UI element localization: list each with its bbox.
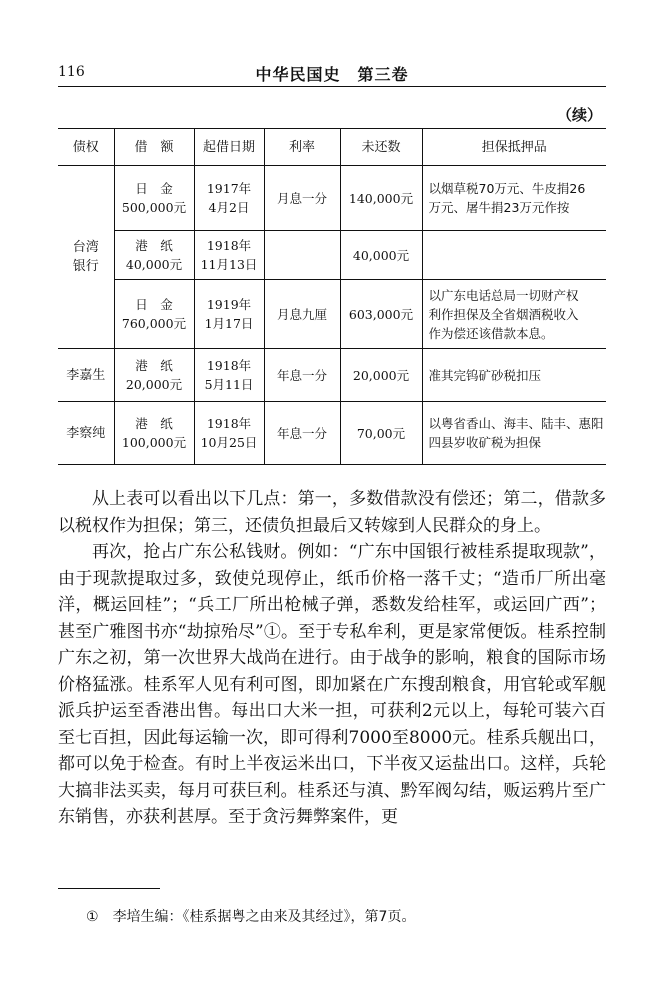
cell-line: 银行 bbox=[72, 259, 99, 274]
cell-line: 40,000元 bbox=[125, 257, 183, 272]
body-text bbox=[58, 486, 606, 831]
cell-line: 1918年 bbox=[206, 238, 252, 253]
collateral-cell bbox=[422, 402, 606, 465]
outstanding-cell: 70,00元 bbox=[340, 402, 422, 465]
outstanding-cell: 20,000元 bbox=[340, 349, 422, 402]
cell-line: 1918年 bbox=[206, 358, 252, 373]
collateral-cell bbox=[422, 166, 606, 231]
amount-cell bbox=[114, 402, 194, 465]
collateral-cell bbox=[422, 280, 606, 349]
date-cell bbox=[194, 280, 264, 349]
paragraph: 从上表可以看出以下几点：第一，多数借款没有偿还；第二，借款多以税权作为担保；第三，还债负担最后又转嫁到人民群众的身上。 bbox=[58, 489, 606, 536]
running-title: 中华民国史 第三卷 bbox=[255, 65, 409, 84]
column-header: 借 额 bbox=[114, 129, 194, 166]
cell-line: 以广东电话总局一切财产权 bbox=[428, 287, 579, 303]
cell-line: 10月25日 bbox=[200, 435, 258, 450]
cell-line: 港 纸 bbox=[135, 238, 173, 253]
cell-line: 李嘉生 bbox=[66, 367, 106, 383]
cell-line: 500,000元 bbox=[121, 200, 187, 215]
date-cell bbox=[194, 231, 264, 280]
amount-cell bbox=[114, 166, 194, 231]
creditor-cell bbox=[58, 166, 114, 349]
page-header bbox=[58, 62, 606, 87]
cell-line: 5月11日 bbox=[204, 377, 254, 392]
cell-line: 以烟草税70万元、牛皮捐26 bbox=[428, 181, 586, 196]
amount-cell bbox=[114, 231, 194, 280]
table-row bbox=[58, 231, 606, 280]
page-number: 116 bbox=[58, 64, 85, 80]
date-cell bbox=[194, 349, 264, 402]
cell-line: 760,000元 bbox=[121, 316, 187, 331]
column-header: 担保抵押品 bbox=[422, 129, 606, 166]
rate-cell: 月息一分 bbox=[264, 166, 340, 231]
outstanding-cell: 140,000元 bbox=[340, 166, 422, 231]
table-row bbox=[58, 166, 606, 231]
cell-line: 1月17日 bbox=[204, 316, 254, 331]
column-header: 未还数 bbox=[340, 129, 422, 166]
collateral-cell bbox=[422, 349, 606, 402]
cell-line: 台湾 bbox=[72, 240, 99, 255]
cell-line: 万元、屠牛捐23万元作按 bbox=[428, 200, 570, 215]
footnote-divider bbox=[58, 888, 160, 889]
creditor-cell bbox=[58, 402, 114, 465]
rate-cell: 年息一分 bbox=[264, 402, 340, 465]
continued-label: （续） bbox=[556, 106, 602, 124]
collateral-cell bbox=[422, 231, 606, 280]
footnote-mark: ① bbox=[86, 909, 99, 925]
cell-line: 李察纯 bbox=[66, 425, 106, 441]
cell-line: 港 纸 bbox=[135, 358, 173, 373]
amount-cell bbox=[114, 349, 194, 402]
outstanding-cell: 40,000元 bbox=[340, 231, 422, 280]
cell-line: 港 纸 bbox=[135, 416, 173, 431]
column-header: 起借日期 bbox=[194, 129, 264, 166]
table-row bbox=[58, 402, 606, 465]
cell-line: 1917年 bbox=[206, 181, 252, 196]
column-header: 利率 bbox=[264, 129, 340, 166]
table-row bbox=[58, 280, 606, 349]
cell-line: 日 金 bbox=[135, 181, 173, 196]
footnote bbox=[86, 906, 415, 926]
cell-line: 日 金 bbox=[135, 297, 173, 312]
cell-line: 20,000元 bbox=[125, 377, 183, 392]
cell-line: 1919年 bbox=[206, 297, 252, 312]
column-header: 债权 bbox=[58, 129, 114, 166]
table-header-row bbox=[58, 129, 606, 166]
cell-line: 4月2日 bbox=[208, 200, 250, 215]
cell-line: 100,000元 bbox=[121, 435, 187, 450]
cell-line: 11月13日 bbox=[200, 257, 258, 272]
paragraph: 再次，抢占广东公私钱财。例如：“广东中国银行被桂系提取现款”，由于现款提取过多，致使兑现停止，纸币价格一落千丈；“造币厂所出毫洋，概运回桂”；“兵工厂所出枪械子弹，悉数发给桂军，或运回广西”；甚至广雅图书亦“劫掠殆尽”①。至于专私牟利，更是家常便饭。桂系控制广东之初，第一次世界大战尚在进行。由于战争的影响，粮食的国际市场价格猛涨。桂系军人见有利可图，即加紧在广东搜刮粮食，用官轮或军舰派兵护运至香港出售。每出口大米一担，可获利2元以上，每轮可装六百至七百担，因此每运输一次，即可得利7000至8000元。桂系兵舰出口，都可以免于检查。有时上半夜运米出口，下半夜又运盐出口。这样，兵轮大搞非法买卖，每月可获巨利。桂系还与滇、黔军阀勾结，贩运鸦片至广东销售，亦获利甚厚。至于贪污舞弊案件，更 bbox=[58, 542, 606, 827]
outstanding-cell: 603,000元 bbox=[340, 280, 422, 349]
rate-cell: 月息九厘 bbox=[264, 280, 340, 349]
cell-line: 准其完钨矿砂税扣压 bbox=[428, 367, 542, 383]
loan-table bbox=[58, 128, 606, 465]
amount-cell bbox=[114, 280, 194, 349]
date-cell bbox=[194, 402, 264, 465]
cell-line: 以粤省香山、海丰、陆丰、惠阳 bbox=[428, 416, 604, 431]
rate-cell bbox=[264, 231, 340, 280]
table-row bbox=[58, 349, 606, 402]
footnote-text: 李培生编：《桂系据粤之由来及其经过》，第7页。 bbox=[112, 909, 416, 925]
cell-line: 四县岁收矿税为担保 bbox=[428, 435, 542, 450]
date-cell bbox=[194, 166, 264, 231]
cell-line: 作为偿还该借款本息。 bbox=[428, 325, 554, 341]
rate-cell: 年息一分 bbox=[264, 349, 340, 402]
cell-line: 1918年 bbox=[206, 416, 252, 431]
creditor-cell bbox=[58, 349, 114, 402]
cell-line: 利作担保及全省烟酒税收入 bbox=[428, 306, 579, 322]
